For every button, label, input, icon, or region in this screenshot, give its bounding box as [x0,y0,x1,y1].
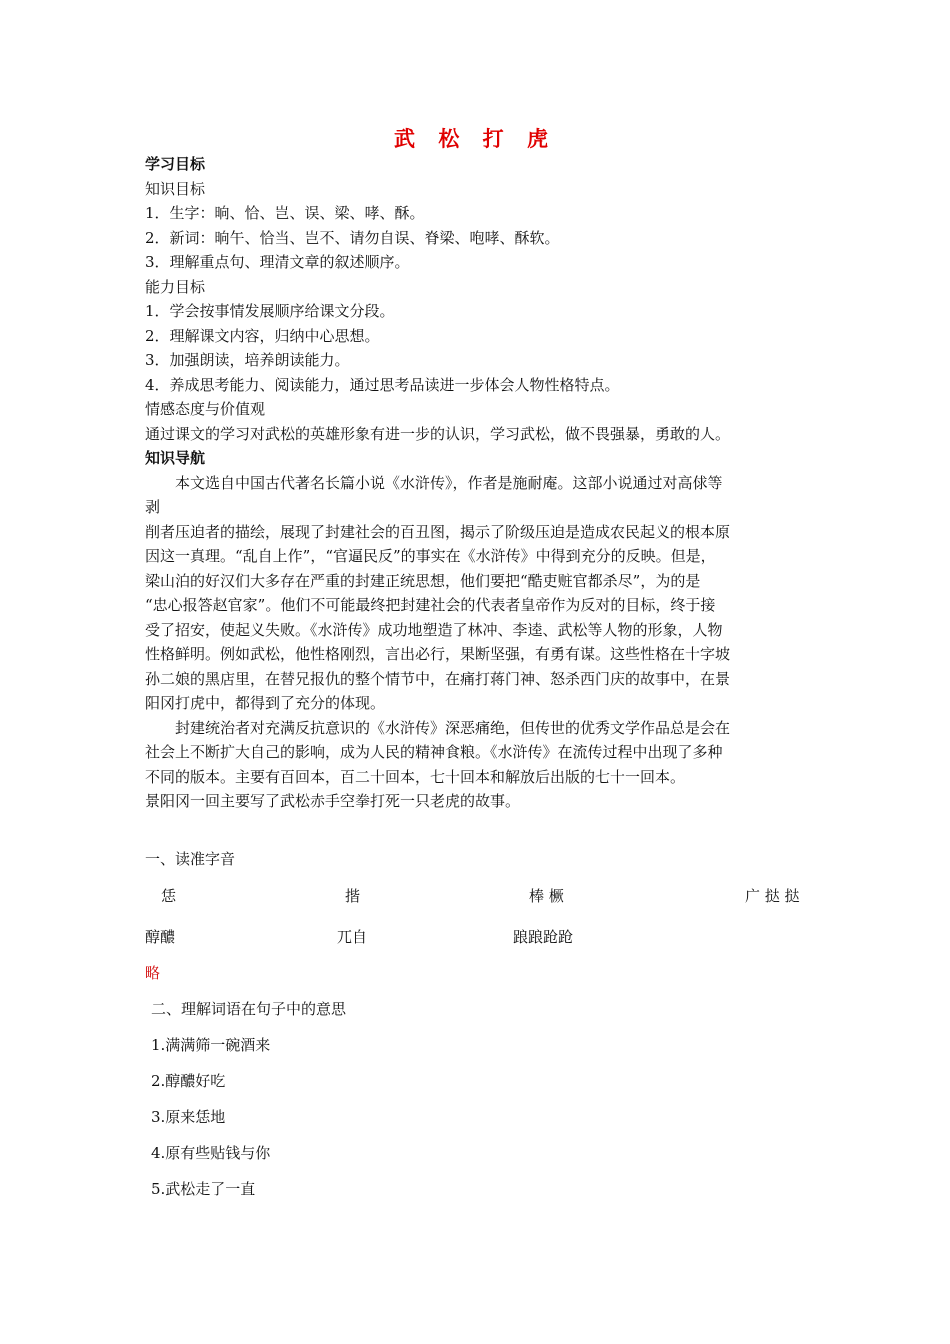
guide-paragraph-line: 削者压迫者的描绘，展现了封建社会的百丑图，揭示了阶级压迫是造成农民起义的根本原 [145,522,731,541]
pronunciation-word: 踉踉跄跄 [513,928,574,946]
exercise2-item: 5.武松走了一直 [151,1180,256,1198]
pronunciation-word: 棒 橛 [529,887,564,905]
main-content [145,152,805,814]
guide-paragraph-line: 本文选自中国古代著名长篇小说《水浒传》，作者是施耐庵。这部小说通过对高俅等 [175,473,723,492]
ability-goal-item: 2．理解课文内容，归纳中心思想。 [145,326,380,345]
knowledge-goal-item: 1．生字：晌、恰、岂、误、梁、哮、酥。 [145,204,425,222]
guide-heading: 知识导航 [145,449,206,467]
exercise1-answer: 略 [145,964,161,982]
pronunciation-word: 广 挞 挞 [745,887,800,905]
guide-paragraph-line: 因这一真理。“乱自上作”，“官逼民反”的事实在《水浒传》中得到充分的反映。但是， [145,547,716,565]
pronunciation-word: 揩 [345,887,361,905]
ability-goal-item: 1．学会按事情发展顺序给课文分段。 [145,302,395,320]
pronunciation-word: 恁 [161,887,177,905]
exercise1-heading: 一、读准字音 [145,850,236,868]
ability-goal-item: 3．加强朗读，培养朗读能力。 [145,351,350,369]
exercise2-item: 2.醇醲好吃 [151,1072,226,1090]
exercise2-item: 3.原来恁地 [151,1108,226,1126]
guide-paragraph-line: 不同的版本。主要有百回本，百二十回本，七十回本和解放后出版的七十一回本。 [145,767,686,786]
guide-paragraph-line: 阳冈打虎中，都得到了充分的体现。 [145,694,386,712]
guide-paragraph-line: “忠心报答赵官家”。他们不可能最终把封建社会的代表者皇帝作为反对的目标，终于接 [145,596,716,614]
pronunciation-word: 醇醲 [145,928,176,946]
guide-paragraph-line: 梁山泊的好汉们大多存在严重的封建正统思想，他们要把“酷吏赃官都杀尽”，为的是 [145,571,701,590]
knowledge-goal-item: 2．新词：晌午、恰当、岂不、请勿自误、脊梁、咆哮、酥软。 [145,228,560,247]
exercise2-item: 4.原有些贴钱与你 [151,1144,271,1162]
emotion-goals-text: 通过课文的学习对武松的英雄形象有进一步的认识，学习武松，做不畏强暴，勇敢的人。 [145,424,731,443]
ability-goals-heading: 能力目标 [145,277,206,296]
guide-summary: 景阳冈一回主要写了武松赤手空拳打死一只老虎的故事。 [145,792,521,810]
emotion-goals-heading: 情感态度与价值观 [145,400,266,418]
exercise2-heading: 二、理解词语在句子中的意思 [151,1000,347,1018]
document-title: 武 松 打 虎 [394,127,556,151]
knowledge-goals-heading: 知识目标 [145,179,206,198]
knowledge-goal-item: 3．理解重点句、理清文章的叙述顺序。 [145,253,410,271]
pronunciation-row-2 [145,926,805,950]
pronunciation-word: 兀自 [337,928,368,946]
pronunciation-row-1 [145,885,805,909]
ability-goal-item: 4．养成思考能力、阅读能力，通过思考品读进一步体会人物性格特点。 [145,375,620,394]
guide-paragraph-line: 剥 [145,498,161,516]
guide-paragraph-line: 孙二娘的黑店里，在替兄报仇的整个情节中，在痛打蒋门神、怒杀西门庆的故事中，在景 [145,669,731,688]
guide-paragraph-line: 社会上不断扩大自己的影响，成为人民的精神食粮。《水浒传》在流传过程中出现了多种 [145,743,723,761]
guide-paragraph-line: 性格鲜明。例如武松，他性格刚烈，言出必行，果断坚强，有勇有谋。这些性格在十字坡 [145,645,731,663]
learning-goals-heading: 学习目标 [145,155,206,173]
guide-paragraph-line: 受了招安，使起义失败。《水浒传》成功地塑造了林冲、李逵、武松等人物的形象，人物 [145,620,723,639]
guide-paragraph-line: 封建统治者对充满反抗意识的《水浒传》深恶痛绝，但传世的优秀文学作品总是会在 [175,718,731,737]
exercises [145,847,805,1201]
exercise2-item: 1.满满筛一碗酒来 [151,1036,271,1054]
